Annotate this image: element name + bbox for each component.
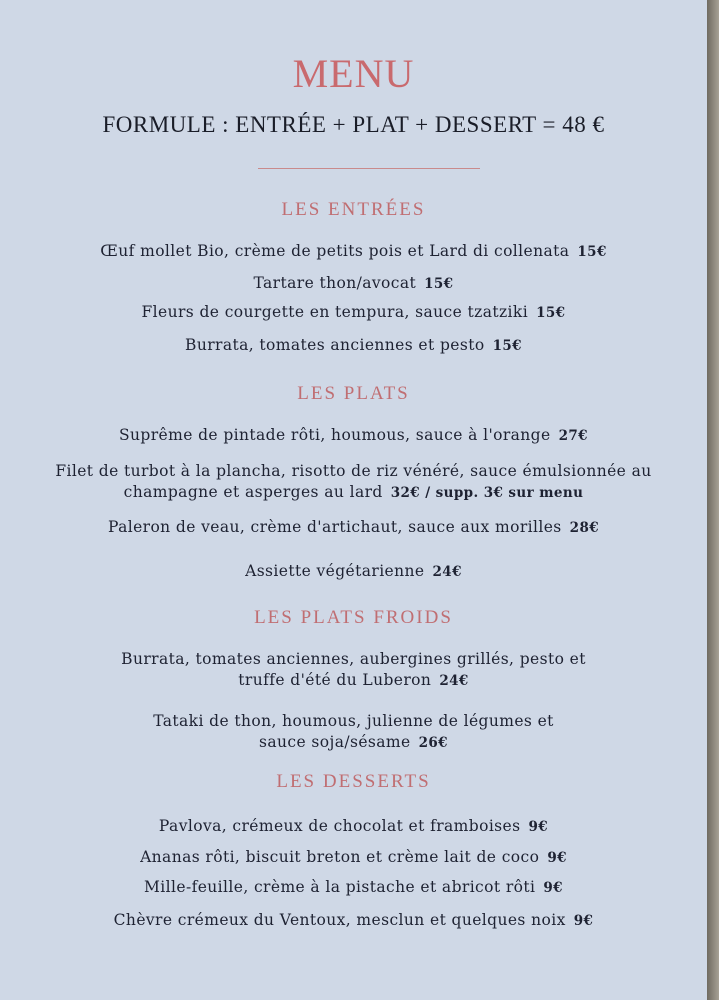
item-price: 26€ bbox=[418, 735, 448, 751]
item-name-line2: truffe d'été du Luberon bbox=[238, 671, 432, 689]
item-name: Paleron de veau, crème d'artichaut, sauce aux morilles bbox=[107, 518, 562, 536]
item-name: Chèvre crémeux du Ventoux, mesclun et quelques noix bbox=[113, 911, 566, 929]
item-price: 28€ bbox=[569, 520, 600, 536]
menu-item bbox=[20, 425, 687, 447]
menu-item bbox=[20, 847, 687, 869]
item-name-line1: Filet de turbot à la plancha, risotto de riz vénéré, sauce émulsionnée au bbox=[55, 462, 652, 480]
item-price: 24€ bbox=[439, 673, 469, 689]
menu-item bbox=[20, 302, 687, 324]
menu-item bbox=[20, 711, 687, 754]
item-name: Tartare thon/avocat bbox=[253, 274, 417, 292]
item-price: 9€ bbox=[528, 819, 549, 835]
item-name-line2: champagne et asperges au lard bbox=[123, 483, 383, 501]
menu-item bbox=[20, 517, 687, 539]
menu-title: MENU bbox=[292, 51, 415, 96]
menu-item bbox=[20, 910, 687, 932]
item-name: Œuf mollet Bio, crème de petits pois et Lard di collenata bbox=[100, 242, 570, 260]
item-name-line1: Burrata, tomates anciennes, aubergines grillés, pesto et bbox=[121, 650, 586, 668]
divider bbox=[258, 168, 480, 169]
item-price: 15€ bbox=[577, 244, 607, 260]
background-surface bbox=[707, 0, 719, 1000]
item-price: 15€ bbox=[492, 338, 522, 354]
menu-item bbox=[20, 561, 687, 583]
item-price: 9€ bbox=[543, 880, 563, 896]
item-name: Mille-feuille, crème à la pistache et abricot rôti bbox=[144, 878, 536, 896]
item-price: 15€ bbox=[536, 305, 566, 321]
item-name: Fleurs de courgette en tempura, sauce tzatziki bbox=[141, 303, 529, 321]
menu-item bbox=[20, 241, 687, 263]
item-name: Assiette végétarienne bbox=[245, 562, 425, 580]
menu-item bbox=[20, 273, 687, 295]
section-title-plats-froids: LES PLATS FROIDS bbox=[254, 607, 453, 628]
item-name: Suprême de pintade rôti, houmous, sauce à l'orange bbox=[119, 426, 551, 444]
section-title-plats: LES PLATS bbox=[297, 383, 410, 404]
section-title-desserts: LES DESSERTS bbox=[276, 771, 431, 792]
item-name-line2: sauce soja/sésame bbox=[259, 733, 411, 751]
item-price: 24€ bbox=[432, 564, 462, 580]
item-price: 9€ bbox=[573, 913, 594, 929]
item-name: Pavlova, crémeux de chocolat et framboises bbox=[158, 817, 521, 835]
item-price: 32€ / supp. 3€ sur menu bbox=[390, 485, 584, 501]
menu-item bbox=[20, 816, 687, 838]
menu-item bbox=[20, 877, 687, 899]
item-name-line1: Tataki de thon, houmous, julienne de légumes et bbox=[153, 712, 554, 730]
menu-item bbox=[20, 461, 687, 504]
item-name: Ananas rôti, biscuit breton et crème lait de coco bbox=[140, 848, 540, 866]
item-name: Burrata, tomates anciennes et pesto bbox=[185, 336, 485, 354]
item-price: 9€ bbox=[547, 850, 567, 866]
menu-item bbox=[20, 649, 687, 692]
section-title-entrees: LES ENTRÉES bbox=[281, 199, 426, 220]
item-price: 15€ bbox=[424, 276, 454, 292]
item-price: 27€ bbox=[558, 428, 588, 444]
menu-item bbox=[20, 335, 687, 357]
formule-line: FORMULE : ENTRÉE + PLAT + DESSERT = 48 € bbox=[102, 112, 605, 137]
